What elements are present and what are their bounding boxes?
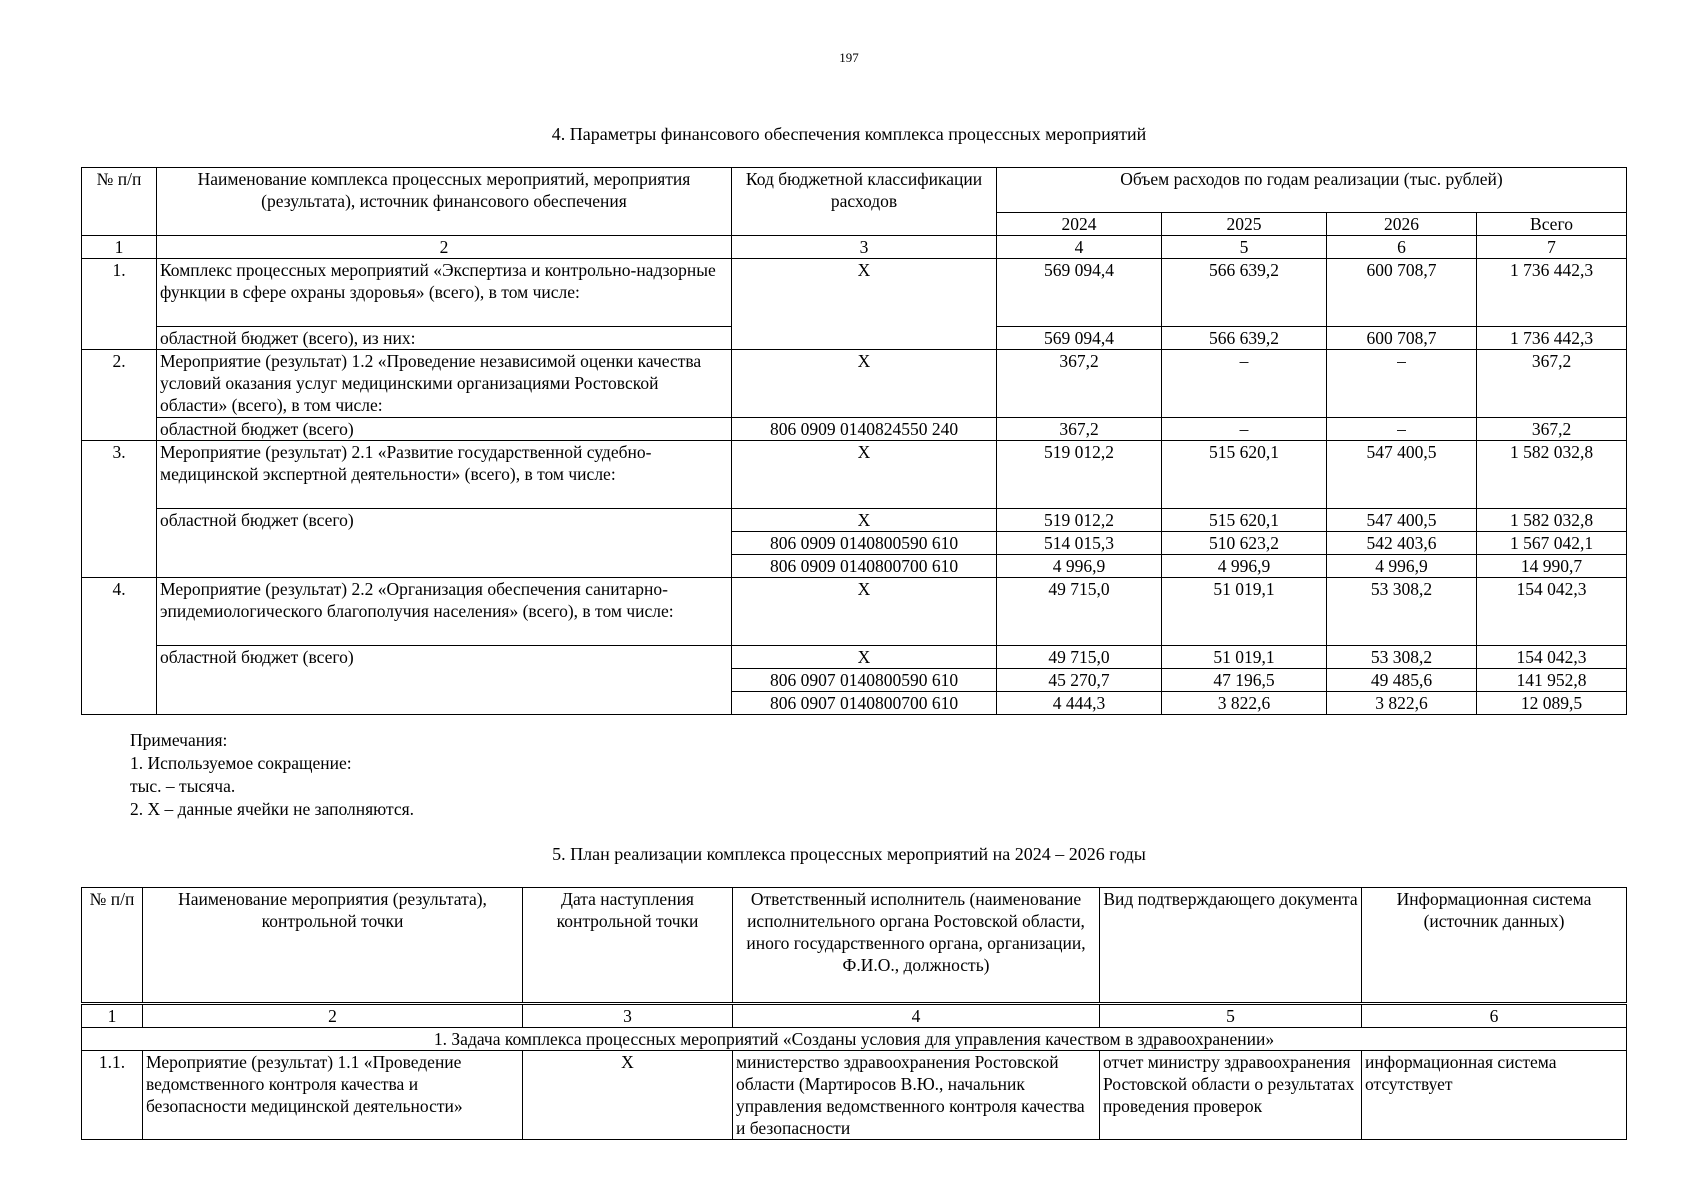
value-2026: 542 403,6 [1327,532,1477,555]
row-code: Х [732,509,997,532]
col-number: 5 [1100,1004,1362,1028]
row-doc: отчет министру здравоохранения Ростовской области о результатах проведения проверок [1100,1051,1362,1140]
value-2026: – [1327,350,1477,418]
col-number: 3 [732,236,997,259]
task-row [82,1028,1627,1051]
row-num: 2. [82,350,157,441]
row-num: 4. [82,578,157,715]
header-num: № п/п [82,168,157,236]
value-2025: 510 623,2 [1162,532,1327,555]
note-line: тыс. – тысяча. [130,776,236,796]
row-code: Х [732,646,997,669]
row-code: Х [732,441,997,509]
row-num: 1. [82,259,157,350]
value-total: 141 952,8 [1477,669,1627,692]
value-total: 154 042,3 [1477,646,1627,669]
value-2025: 51 019,1 [1162,578,1327,646]
table-row [82,578,1627,646]
row-code: 806 0907 0140800590 610 [732,669,997,692]
header-2025: 2025 [1162,213,1327,236]
value-2026: 49 485,6 [1327,669,1477,692]
task-title: 1. Задача комплекса процессных мероприятий «Созданы условия для управления качеством в здравоохранении» [82,1028,1627,1051]
col-number: 6 [1362,1004,1627,1028]
col-number: 4 [733,1004,1100,1028]
notes-heading: Примечания: [130,730,228,750]
value-2026: 547 400,5 [1327,509,1477,532]
row-responsible: министерство здравоохранения Ростовской области (Мартиросов В.Ю., начальник управления ведомственного контроля качества и безопасности [733,1051,1100,1140]
value-2025: 515 620,1 [1162,509,1327,532]
row-name: Комплекс процессных мероприятий «Экспертиза и контрольно-надзорные функции в сфере охраны здоровья» (всего), в том числе: [157,259,732,327]
col-number-row [82,1004,1627,1028]
table-row [82,259,1627,327]
value-2026: 53 308,2 [1327,578,1477,646]
value-2025: 566 639,2 [1162,327,1327,350]
row-code: Х [732,259,997,350]
header-date: Дата наступления контрольной точки [523,888,733,1004]
header-responsible: Ответственный исполнитель (наименование исполнительного органа Ростовской области, иного государственного органа, организации, Ф.И.О., должность) [733,888,1100,1004]
value-2024: 367,2 [997,350,1162,418]
col-number: 2 [143,1004,523,1028]
value-2025: 4 996,9 [1162,555,1327,578]
col-number: 4 [997,236,1162,259]
row-name: Мероприятие (результат) 1.1 «Проведение ведомственного контроля качества и безопасности медицинской деятельности» [143,1051,523,1140]
row-num: 3. [82,441,157,578]
value-2026: 4 996,9 [1327,555,1477,578]
value-total: 1 736 442,3 [1477,259,1627,327]
value-2026: 547 400,5 [1327,441,1477,509]
value-2024: 49 715,0 [997,646,1162,669]
value-2024: 569 094,4 [997,327,1162,350]
value-total: 14 990,7 [1477,555,1627,578]
col-number: 5 [1162,236,1327,259]
table-row [82,1051,1627,1140]
header-row [82,168,1627,213]
row-source: областной бюджет (всего) [157,509,732,578]
value-total: 1 582 032,8 [1477,441,1627,509]
value-total: 367,2 [1477,350,1627,418]
value-2024: 519 012,2 [997,441,1162,509]
value-2024: 4 444,3 [997,692,1162,715]
header-name: Наименование мероприятия (результата), контрольной точки [143,888,523,1004]
table-subrow [82,418,1627,441]
section-5-title: 5. План реализации комплекса процессных мероприятий на 2024 – 2026 годы [552,844,1146,864]
value-2024: 49 715,0 [997,578,1162,646]
value-2026: 3 822,6 [1327,692,1477,715]
col-number: 3 [523,1004,733,1028]
row-source: областной бюджет (всего) [157,646,732,715]
row-code: Х [732,350,997,418]
row-date: Х [523,1051,733,1140]
value-total: 1 582 032,8 [1477,509,1627,532]
value-2024: 569 094,4 [997,259,1162,327]
table-row [82,441,1627,509]
value-2026: 53 308,2 [1327,646,1477,669]
col-number: 1 [82,1004,143,1028]
implementation-plan-table [81,887,1627,1140]
financing-table [81,167,1627,715]
value-2024: 367,2 [997,418,1162,441]
col-number-row [82,236,1627,259]
col-number: 7 [1477,236,1627,259]
col-number: 2 [157,236,732,259]
value-2024: 514 015,3 [997,532,1162,555]
value-2025: – [1162,418,1327,441]
value-2024: 519 012,2 [997,509,1162,532]
value-total: 1 567 042,1 [1477,532,1627,555]
row-system: информационная система отсутствует [1362,1051,1627,1140]
value-2024: 45 270,7 [997,669,1162,692]
section-4-title: 4. Параметры финансового обеспечения комплекса процессных мероприятий [551,124,1147,144]
col-number: 6 [1327,236,1477,259]
header-num: № п/п [82,888,143,1004]
header-name: Наименование комплекса процессных мероприятий, мероприятия (результата), источник финансового обеспечения [157,168,732,236]
value-2025: 47 196,5 [1162,669,1327,692]
header-system: Информационная система (источник данных) [1362,888,1627,1004]
row-name: Мероприятие (результат) 1.2 «Проведение независимой оценки качества условий оказания услуг медицинскими организациями Ростовской области» (всего), в том числе: [157,350,732,418]
note-line: 1. Используемое сокращение: [130,753,352,773]
row-num: 1.1. [82,1051,143,1140]
row-name: Мероприятие (результат) 2.2 «Организация обеспечения санитарно-эпидемиологического благополучия населения» (всего), в том числе: [157,578,732,646]
table-subrow [82,646,1627,669]
row-source: областной бюджет (всего), из них: [157,327,732,350]
value-total: 367,2 [1477,418,1627,441]
page-number: 197 [839,50,859,65]
header-code: Код бюджетной классификации расходов [732,168,997,236]
value-2025: 515 620,1 [1162,441,1327,509]
value-total: 154 042,3 [1477,578,1627,646]
notes [130,729,414,821]
header-2024: 2024 [997,213,1162,236]
row-code: 806 0909 0140824550 240 [732,418,997,441]
value-total: 1 736 442,3 [1477,327,1627,350]
table-subrow [82,509,1627,532]
header-2026: 2026 [1327,213,1477,236]
header-row [82,888,1627,1004]
value-2026: – [1327,418,1477,441]
row-code: 806 0909 0140800700 610 [732,555,997,578]
row-name: Мероприятие (результат) 2.1 «Развитие государственной судебно-медицинской экспертной деятельности» (всего), в том числе: [157,441,732,509]
row-code: 806 0907 0140800700 610 [732,692,997,715]
value-2025: 51 019,1 [1162,646,1327,669]
value-2025: 3 822,6 [1162,692,1327,715]
value-2026: 600 708,7 [1327,327,1477,350]
value-2025: 566 639,2 [1162,259,1327,327]
note-line: 2. Х – данные ячейки не заполняются. [130,799,415,819]
row-code: 806 0909 0140800590 610 [732,532,997,555]
col-number: 1 [82,236,157,259]
header-volume: Объем расходов по годам реализации (тыс. рублей) [997,168,1627,213]
value-2026: 600 708,7 [1327,259,1477,327]
header-doc: Вид подтверждающего документа [1100,888,1362,1004]
value-total: 12 089,5 [1477,692,1627,715]
value-2025: – [1162,350,1327,418]
row-code: Х [732,578,997,646]
table-row [82,350,1627,418]
row-source: областной бюджет (всего) [157,418,732,441]
header-total: Всего [1477,213,1627,236]
value-2024: 4 996,9 [997,555,1162,578]
